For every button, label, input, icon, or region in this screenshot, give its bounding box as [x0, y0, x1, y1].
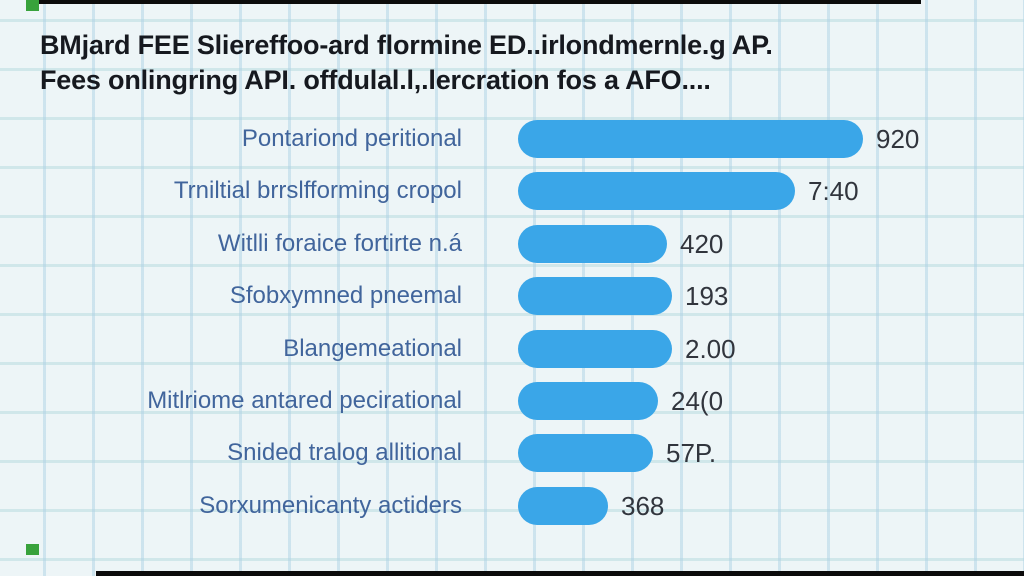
chart-row: [0, 487, 1024, 525]
bar-label: Sorxumenicanty actiders: [199, 491, 462, 519]
chart-row: [0, 277, 1024, 315]
chart-row: [0, 434, 1024, 472]
bar-value: 420: [680, 228, 724, 259]
top-edge-strip: [37, 0, 921, 4]
bar: [518, 487, 608, 525]
chart-row: [0, 330, 1024, 368]
bar-label: Pontariond peritional: [241, 125, 462, 152]
bar-value: 368: [621, 490, 665, 521]
chart-row: [0, 120, 1024, 158]
bar-value: 7:40: [808, 176, 859, 207]
bar-label: Trniltial brrslfforming cropol: [173, 177, 462, 205]
bar-value: 193: [685, 281, 729, 312]
chart-title: [40, 28, 773, 98]
green-marker-top-left: [26, 0, 39, 11]
bar-value: 2.00: [685, 333, 736, 364]
chart-row: [0, 225, 1024, 263]
chart-row: [0, 382, 1024, 420]
bar-label: Mitlriome antared pecirational: [147, 387, 462, 414]
bar: [518, 225, 667, 263]
bar-value: 920: [876, 124, 920, 154]
chart-title-line-2: Fees onlingring API. offdulal.l,.lercration fos a AFO....: [40, 65, 711, 95]
bar: [518, 172, 795, 210]
bar-label: Blangemeational: [283, 334, 462, 362]
bar-label: Snided tralog allitional: [227, 439, 462, 467]
bar: [518, 277, 672, 315]
bar-value: 24(0: [671, 386, 724, 416]
bar-value: 57P.: [666, 438, 717, 469]
bar: [518, 434, 653, 472]
chart-row: [0, 172, 1024, 210]
bar: [518, 382, 658, 420]
bar-label: Witlli foraice fortirte n.á: [217, 229, 462, 257]
bottom-edge-strip: [96, 571, 1024, 576]
bar: [518, 120, 863, 158]
chart-title-line-1: BMjard FEE Sliereffoo-ard flormine ED..irlondmernle.g AP.: [40, 30, 773, 60]
bar-label: Sfobxymned pneemal: [229, 282, 462, 310]
bar: [518, 330, 672, 368]
green-marker-bottom-left: [26, 544, 39, 555]
